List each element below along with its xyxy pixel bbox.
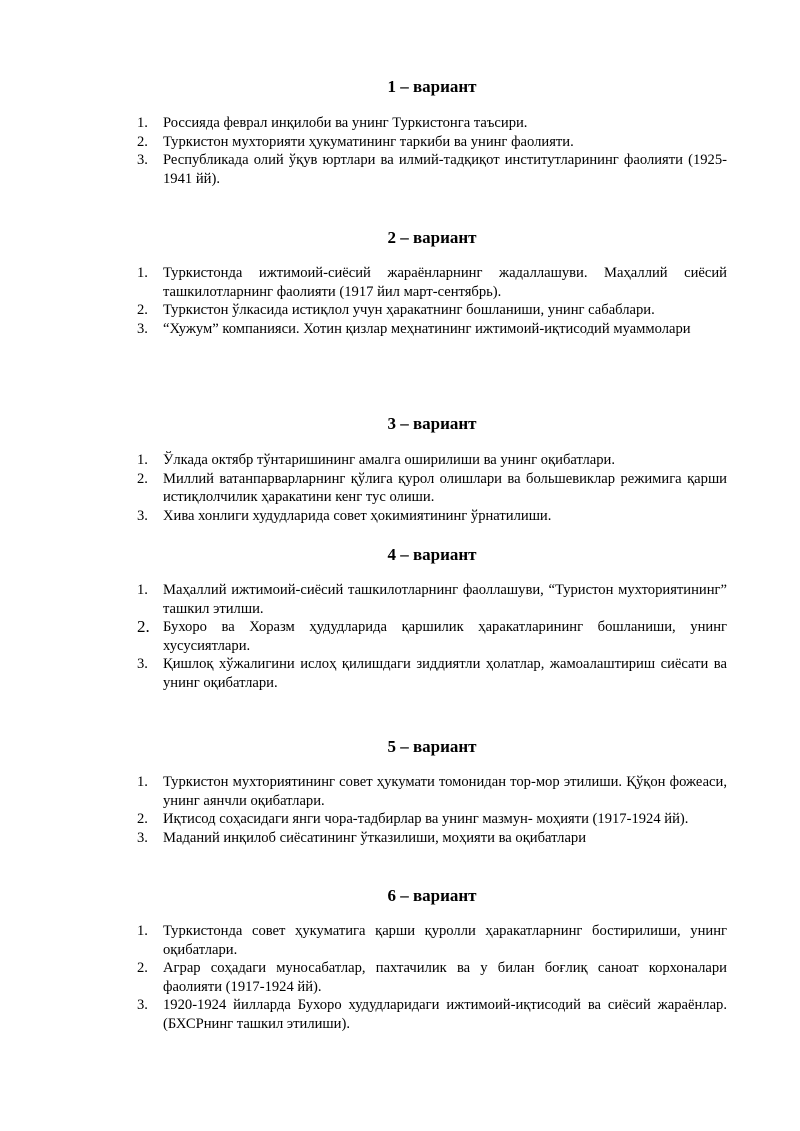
item-number: 1. bbox=[137, 452, 148, 468]
item-text: Республикада олий ўқув юртлари ва илмий-тадқиқот институтларининг фаолияти (1925-1941 йй). bbox=[163, 152, 727, 187]
item-number: 1. bbox=[137, 923, 148, 939]
list-item bbox=[137, 133, 727, 152]
list-item bbox=[137, 264, 727, 301]
item-text: Туркистонда совет ҳукуматига қарши қуролли ҳаракатларнинг бостирилиши, унинг оқибатлари. bbox=[163, 923, 727, 958]
item-text: Бухоро ва Хоразм ҳудудларида қаршилик ҳаракатларининг бошланиши, унинг хусусиятлари. bbox=[163, 619, 727, 654]
list-item bbox=[137, 773, 727, 810]
item-text: Аграр соҳадаги муносабатлар, пахтачилик ва у билан боғлиқ саноат корхоналари фаолияти (1917-1924 йй). bbox=[163, 960, 727, 995]
item-number: 2. bbox=[137, 302, 148, 319]
variant-5-title: 5 – вариант bbox=[387, 737, 477, 756]
list-item bbox=[137, 959, 727, 996]
variant-3-section bbox=[137, 414, 727, 525]
variant-1-question-list bbox=[137, 114, 727, 188]
list-item bbox=[137, 655, 727, 692]
item-number: 1. bbox=[137, 774, 148, 790]
list-item bbox=[137, 301, 727, 320]
item-text: “Хужум” компанияси. Хотин қизлар меҳнатининг ижтимоий-иқтисодий муаммолари bbox=[163, 320, 691, 337]
list-item bbox=[137, 810, 727, 829]
item-number: 1. bbox=[137, 265, 148, 281]
item-text: Маданий инқилоб сиёсатининг ўтказилиши, моҳияти ва оқибатлари bbox=[163, 829, 587, 846]
item-number: 2. bbox=[137, 960, 148, 977]
item-text: 1920-1924 йилларда Бухоро худудларидаги ижтимоий-иқтисодий ва сиёсий жараёнлар. (БХСРнинг ташкил этилиши). bbox=[163, 997, 727, 1032]
list-item bbox=[137, 618, 727, 655]
variant-4-title: 4 – вариант bbox=[387, 545, 477, 564]
variant-5-section bbox=[137, 737, 727, 847]
item-number: 2. bbox=[137, 811, 148, 828]
item-text: Туркистон мухториятининг совет ҳукумати томонидан тор-мор этилиши. Қўқон фожеаси, унинг аянчли оқибатлари. bbox=[163, 774, 727, 809]
item-number: 2. bbox=[137, 133, 148, 150]
list-item bbox=[137, 581, 727, 618]
item-text: Туркистонда ижтимоий-сиёсий жараёнларнинг жадаллашуви. Маҳаллий сиёсий ташкилотларнинг фаолияти (1917 йил март-сентябрь). bbox=[163, 265, 727, 300]
list-item bbox=[137, 922, 727, 959]
variant-1-title: 1 – вариант bbox=[387, 77, 477, 96]
variant-3-question-list bbox=[137, 451, 727, 525]
variant-2-question-list bbox=[137, 264, 727, 338]
variant-6-question-list bbox=[137, 922, 727, 1034]
item-number: 3. bbox=[137, 829, 148, 846]
list-item bbox=[137, 507, 727, 526]
item-number: 1. bbox=[137, 582, 148, 598]
variant-4-section bbox=[137, 545, 727, 693]
item-number: 3. bbox=[137, 997, 148, 1014]
item-number: 3. bbox=[137, 320, 148, 337]
item-text: Миллий ватанпарварларнинг қўлига қурол олишлари ва большевиклар режимига қарши истиқлолчилик ҳаракатини кенг тус олиши. bbox=[163, 470, 727, 506]
list-item bbox=[137, 470, 727, 507]
item-text: Туркистон мухторияти ҳукуматининг таркиби ва унинг фаолияти. bbox=[163, 133, 574, 150]
list-item bbox=[137, 151, 727, 188]
item-text: Хива хонлиги худудларида совет ҳокимиятининг ўрнатилиши. bbox=[163, 507, 552, 524]
variant-3-title: 3 – вариант bbox=[387, 414, 477, 433]
item-text: Маҳаллий ижтимоий-сиёсий ташкилотларнинг фаоллашуви, “Туристон мухториятининг” ташкил этилши. bbox=[163, 582, 727, 617]
item-number: 3. bbox=[137, 152, 148, 169]
item-number: 3. bbox=[137, 507, 148, 524]
item-number: 2. bbox=[137, 470, 148, 487]
variant-2-title: 2 – вариант bbox=[387, 228, 477, 247]
list-item bbox=[137, 320, 727, 339]
item-text: Ўлкада октябр тўнтаришининг амалга оширилиши ва унинг оқибатлари. bbox=[163, 452, 615, 468]
variant-1-section bbox=[137, 77, 727, 188]
variant-6-title: 6 – вариант bbox=[387, 886, 477, 905]
list-item bbox=[137, 114, 727, 133]
item-text: Россияда феврал инқилоби ва унинг Туркистонга таъсири. bbox=[163, 115, 528, 131]
item-text: Туркистон ўлкасида истиқлол учун ҳаракатнинг бошланиши, унинг сабаблари. bbox=[163, 302, 655, 319]
item-number: 3. bbox=[137, 656, 148, 673]
item-number: 1. bbox=[137, 115, 148, 131]
variant-6-section bbox=[137, 886, 727, 1034]
item-number: 2. bbox=[137, 617, 150, 637]
variant-4-question-list bbox=[137, 581, 727, 693]
list-item bbox=[137, 996, 727, 1033]
list-item bbox=[137, 829, 727, 848]
variant-5-question-list bbox=[137, 773, 727, 847]
item-text: Иқтисод соҳасидаги янги чора-тадбирлар ва унинг мазмун- моҳияти (1917-1924 йй). bbox=[163, 811, 689, 828]
variant-2-section bbox=[137, 228, 727, 338]
item-text: Қишлоқ хўжалигини ислоҳ қилишдаги зиддиятли ҳолатлар, жамоалаштириш сиёсати ва унинг оқибатлари. bbox=[163, 656, 727, 691]
list-item bbox=[137, 451, 727, 470]
